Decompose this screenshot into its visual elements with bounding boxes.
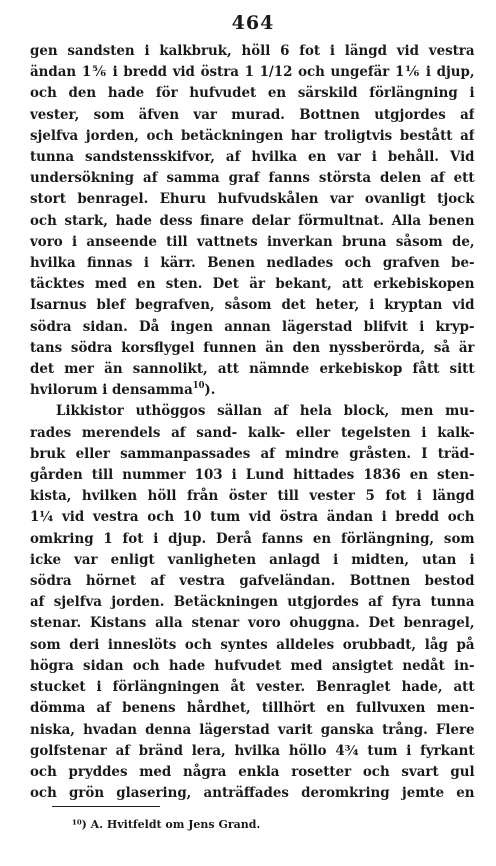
- page-number: 464: [231, 12, 275, 34]
- footnote: ¹⁰) A. Hvitfeldt om Jens Grand.: [72, 818, 261, 831]
- text-line: tans södra korsflygel funnen än den nyssberörda, så är: [30, 338, 475, 356]
- text-line: rades merendels af sand- kalk- eller tegelsten i kalk-: [30, 423, 475, 441]
- text-line: bruk eller sammanpassades af mindre gråsten. I träd-: [30, 444, 475, 462]
- text-line: högra sidan och hade hufvudet med ansigtet nedåt in-: [30, 656, 475, 674]
- text-line: golfstenar af bränd lera, hvilka höllo 4¾ tum i fyrkant: [30, 741, 475, 759]
- text-line: Likkistor uthöggos sällan af hela block, men mu-: [56, 402, 475, 420]
- text-line: tunna sandstensskifvor, af hvilka en var i behåll. Vid: [30, 148, 475, 166]
- text-line: som deri inneslöts och syntes alldeles orubbadt, låg på: [30, 635, 475, 653]
- text-line: undersökning af samma graf fanns största delen af ett: [30, 169, 475, 187]
- text-line: stucket i förlängningen åt vester. Benraglet hade, att: [30, 678, 475, 696]
- text-line: och grön glasering, anträffades deromkring jemte en: [30, 784, 475, 802]
- text-line: icke var enligt vanligheten anlagd i midten, utan i: [30, 550, 475, 568]
- text-line: hvilka finnas i kärr. Benen nedlades och grafven be-: [30, 254, 475, 272]
- text-line: dömma af benens hårdhet, tillhört en fullvuxen men-: [30, 699, 475, 717]
- text-line: niska, hvadan denna lägerstad varit ganska trång. Flere: [30, 720, 475, 738]
- text-line: af sjelfva jorden. Betäckningen utgjordes af fyra tunna: [30, 593, 475, 611]
- text-line: det mer än sannolikt, att nämnde erkebiskop fått sitt: [30, 360, 475, 378]
- paragraph-end-punct: ).: [204, 381, 216, 399]
- paragraph-2: [30, 400, 475, 803]
- text-line: och pryddes med några enkla rosetter och svart gul: [30, 762, 475, 780]
- text-line: och den hade för hufvudet en särskild förlängning i: [30, 84, 475, 102]
- text-line: omkring 1 fot i djup. Derå fanns en förlängning, som: [30, 529, 475, 547]
- text-line: 1¼ vid vestra och 10 tum vid östra ändan i bredd och: [30, 508, 475, 526]
- text-line: vester, som äfven var murad. Bottnen utgjordes af: [30, 105, 475, 123]
- text-line: gen sandsten i kalkbruk, höll 6 fot i längd vid vestra: [30, 42, 475, 59]
- text-line: voro i anseende till vattnets inverkan bruna såsom de,: [30, 232, 475, 250]
- text-line: ändan 1⅚ i bredd vid östra 1 1/12 och ungefär 1⅙ i djup,: [30, 63, 475, 81]
- text-line: täcktes med en sten. Det är bekant, att erkebiskopen: [30, 275, 475, 293]
- body-text: [30, 40, 475, 803]
- text-line: stenar. Kistans alla stenar voro ohuggna. Det benragel,: [30, 614, 475, 632]
- paragraph-1: [30, 40, 475, 400]
- text-line: södra hörnet af vestra gafveländan. Bottnen bestod: [30, 572, 475, 590]
- text-line: hvilorum i densamma$^{10}$).: [30, 381, 216, 399]
- text-line: kista, hvilken höll från öster till vester 5 fot i längd: [30, 487, 475, 505]
- text-line: Isarnus blef begrafven, såsom det heter, i kryptan vid: [30, 296, 475, 314]
- text-line: södra sidan. Då ingen annan lägerstad blifvit i kryp-: [30, 317, 475, 335]
- text-line: och stark, hade dess finare delar förmultnat. Alla benen: [30, 211, 475, 229]
- text-line: sjelfva jorden, och betäckningen har troligtvis bestått af: [30, 126, 475, 144]
- text-line: stort benragel. Ehuru hufvudskålen var ovanligt tjock: [30, 190, 475, 208]
- footnote-rule: [52, 806, 160, 807]
- text-line: gården till nummer 103 i Lund hittades 1836 en sten-: [30, 466, 475, 484]
- footnote-marker: 10: [192, 381, 205, 392]
